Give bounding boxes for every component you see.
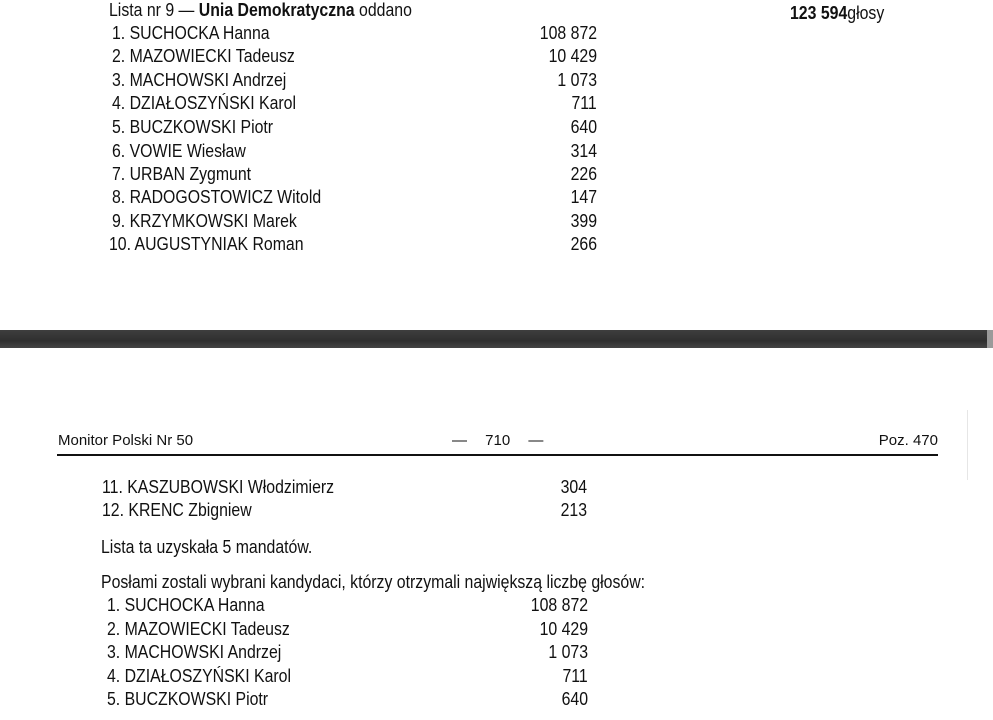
list-heading-suffix: oddano bbox=[354, 0, 412, 20]
candidate-name: 5. BUCZKOWSKI Piotr bbox=[112, 117, 274, 137]
scrollbar-edge bbox=[987, 330, 993, 348]
candidate-votes: 266 bbox=[570, 234, 597, 254]
page-edge-mark bbox=[967, 410, 968, 480]
elected-row bbox=[0, 666, 993, 689]
candidate-row bbox=[0, 117, 993, 140]
candidate-name: 11. KASZUBOWSKI Włodzimierz bbox=[102, 477, 335, 497]
page-number: — 710 — bbox=[452, 432, 544, 449]
votes-word: głosy bbox=[847, 3, 885, 23]
candidate-name: 1. SUCHOCKA Hanna bbox=[112, 23, 270, 43]
elected-row bbox=[0, 642, 993, 665]
candidate-row bbox=[0, 234, 993, 257]
candidate-name: 3. MACHOWSKI Andrzej bbox=[107, 642, 282, 662]
candidate-votes: 711 bbox=[562, 666, 588, 686]
top-page-fragment bbox=[0, 0, 993, 330]
candidate-votes: 304 bbox=[560, 477, 587, 497]
candidate-votes: 108 872 bbox=[530, 595, 588, 615]
candidate-row bbox=[0, 46, 993, 69]
elected-intro: Posłami zostali wybrani kandydaci, którzy otrzymali największą liczbę głosów: bbox=[101, 572, 646, 592]
candidate-votes: 10 429 bbox=[539, 619, 588, 639]
list-heading bbox=[109, 0, 412, 20]
total-votes bbox=[790, 3, 884, 23]
candidate-votes: 213 bbox=[560, 500, 587, 520]
candidate-name: 2. MAZOWIECKI Tadeusz bbox=[112, 46, 295, 66]
position-number: Poz. 470 bbox=[878, 432, 938, 449]
candidate-row bbox=[0, 500, 993, 523]
running-header-title: Monitor Polski Nr 50 bbox=[58, 432, 194, 449]
candidate-name: 2. MAZOWIECKI Tadeusz bbox=[107, 619, 290, 639]
candidate-name: 12. KRENC Zbigniew bbox=[102, 500, 252, 520]
candidate-name: 7. URBAN Zygmunt bbox=[112, 164, 252, 184]
candidate-name: 4. DZIAŁOSZYŃSKI Karol bbox=[112, 93, 296, 113]
candidate-votes: 399 bbox=[570, 211, 597, 231]
candidate-name: 3. MACHOWSKI Andrzej bbox=[112, 70, 287, 90]
candidate-votes: 314 bbox=[570, 141, 597, 161]
candidate-votes: 1 073 bbox=[548, 642, 588, 662]
candidate-row bbox=[0, 211, 993, 234]
candidate-votes: 1 073 bbox=[557, 70, 597, 90]
total-votes-number: 123 594 bbox=[790, 3, 848, 23]
candidate-votes: 640 bbox=[561, 689, 588, 709]
header-rule bbox=[57, 454, 938, 456]
page-separator bbox=[0, 330, 993, 348]
candidate-votes: 147 bbox=[570, 187, 597, 207]
candidate-row bbox=[0, 164, 993, 187]
candidate-votes: 10 429 bbox=[548, 46, 597, 66]
candidate-row bbox=[0, 93, 993, 116]
candidate-name: 9. KRZYMKOWSKI Marek bbox=[112, 211, 297, 231]
elected-row bbox=[0, 595, 993, 618]
candidate-name: 4. DZIAŁOSZYŃSKI Karol bbox=[107, 666, 291, 686]
candidate-row bbox=[0, 23, 993, 46]
candidate-votes: 711 bbox=[571, 93, 597, 113]
list-prefix: Lista nr 9 — bbox=[109, 0, 199, 20]
candidate-row bbox=[0, 477, 993, 500]
candidate-name: 1. SUCHOCKA Hanna bbox=[107, 595, 265, 615]
candidate-votes: 108 872 bbox=[539, 23, 597, 43]
candidate-votes: 640 bbox=[570, 117, 597, 137]
party-name: Unia Demokratyczna bbox=[198, 0, 355, 20]
candidate-name: 6. VOWIE Wiesław bbox=[112, 141, 246, 161]
candidate-row bbox=[0, 70, 993, 93]
candidate-votes: 226 bbox=[570, 164, 597, 184]
elected-row bbox=[0, 689, 993, 712]
candidate-name: 5. BUCZKOWSKI Piotr bbox=[107, 689, 269, 709]
elected-row bbox=[0, 619, 993, 642]
candidate-name: 10. AUGUSTYNIAK Roman bbox=[109, 234, 304, 254]
candidate-row bbox=[0, 141, 993, 164]
mandates-sentence: Lista ta uzyskała 5 mandatów. bbox=[101, 537, 313, 557]
candidate-name: 8. RADOGOSTOWICZ Witold bbox=[112, 187, 322, 207]
candidate-row bbox=[0, 187, 993, 210]
